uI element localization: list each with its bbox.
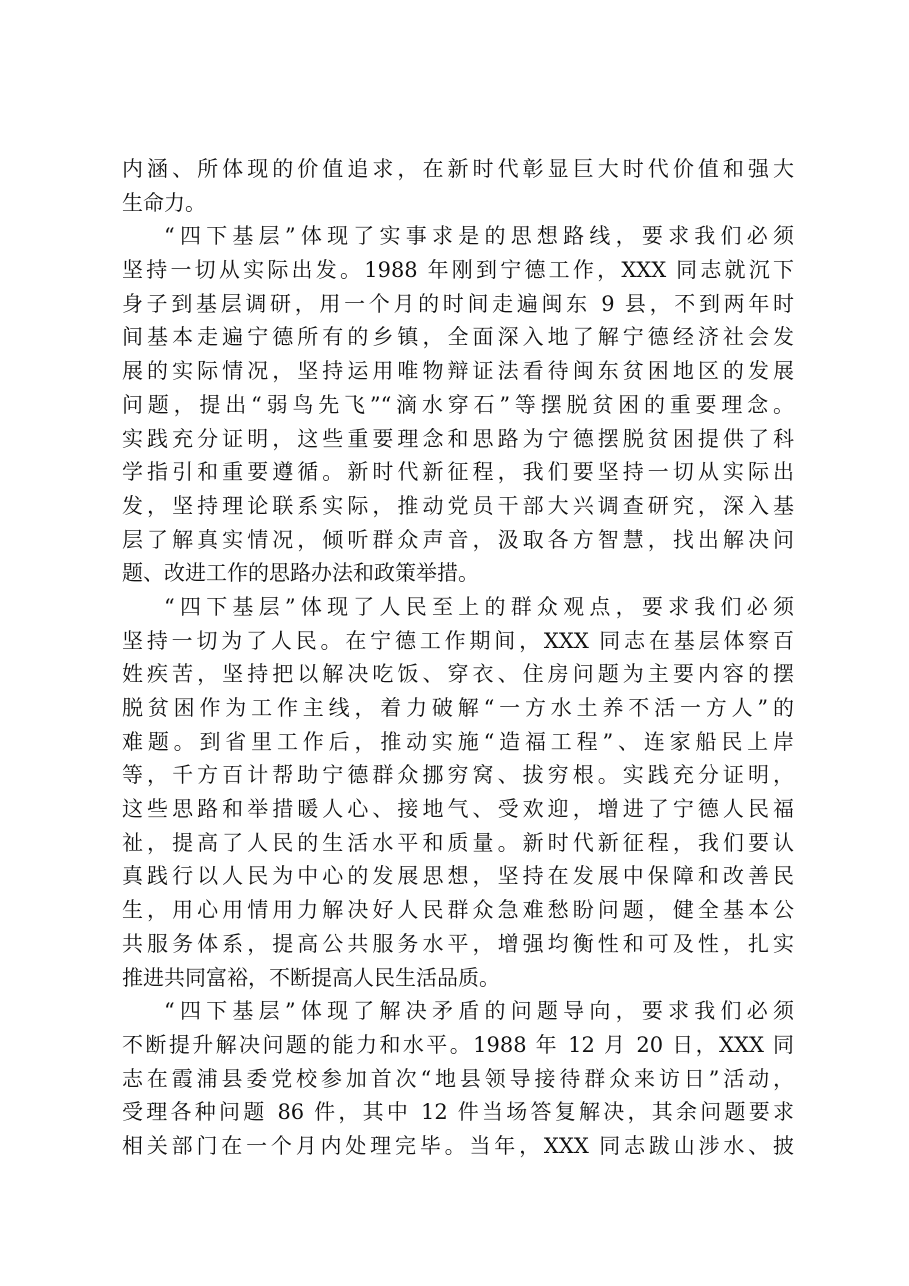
text-line: 间基本走遍宁德所有的乡镇，全面深入地了解宁德经济社会发 xyxy=(122,325,794,350)
text-line: 这些思路和举措暖人心、接地气、受欢迎，增进了宁德人民福 xyxy=(122,797,794,822)
text-line: 内涵、所体现的价值追求，在新时代彰显巨大时代价值和强大 xyxy=(122,157,794,181)
text-line: 志在霞浦县委党校参加首次“地县领导接待群众来访日”活动， xyxy=(122,1066,794,1091)
text-line: 难题。到省里工作后，推动实施“造福工程”、连家船民上岸 xyxy=(122,729,794,754)
text-line: 层了解真实情况，倾听群众声音，汲取各方智慧，找出解决问 xyxy=(122,527,794,552)
body-text xyxy=(122,153,794,1164)
text-line: 问题，提出“弱鸟先飞”“滴水穿石”等摆脱贫困的重要理念。 xyxy=(122,392,794,417)
text-line: 生命力。 xyxy=(122,190,206,215)
text-line: 姓疾苦，坚持把以解决吃饭、穿衣、住房问题为主要内容的摆 xyxy=(122,662,794,687)
text-line: 相关部门在一个月内处理完毕。当年，XXX 同志跋山涉水、披 xyxy=(122,1133,794,1158)
text-line: 发，坚持理论联系实际，推动党员干部大兴调查研究，深入基 xyxy=(122,493,794,518)
text-line: 等，千方百计帮助宁德群众挪穷窝、拔穷根。实践充分证明， xyxy=(122,763,794,788)
text-line: 实践充分证明，这些重要理念和思路为宁德摆脱贫困提供了科 xyxy=(122,426,794,451)
text-line: 受理各种问题 86 件，其中 12 件当场答复解决，其余问题要求 xyxy=(122,1100,794,1125)
text-line: 坚持一切从实际出发。1988 年刚到宁德工作，XXX 同志就沉下 xyxy=(122,258,794,283)
paragraph-first-line: “四下基层”体现了人民至上的群众观点，要求我们必须 xyxy=(164,594,794,619)
text-line: 生，用心用情用力解决好人民群众急难愁盼问题，健全基本公 xyxy=(122,898,794,923)
text-line: 展的实际情况，坚持运用唯物辩证法看待闽东贫困地区的发展 xyxy=(122,359,794,384)
paragraph-first-line: “四下基层”体现了解决矛盾的问题导向，要求我们必须 xyxy=(164,999,794,1024)
text-line: 学指引和重要遵循。新时代新征程，我们要坚持一切从实际出 xyxy=(122,460,794,485)
paragraph-first-line: “四下基层”体现了实事求是的思想路线，要求我们必须 xyxy=(164,224,794,249)
text-line: 共服务体系，提高公共服务水平，增强均衡性和可及性，扎实 xyxy=(122,931,794,956)
text-line: 推进共同富裕，不断提高人民生活品质。 xyxy=(122,965,500,990)
text-line: 祉，提高了人民的生活水平和质量。新时代新征程，我们要认 xyxy=(122,830,794,855)
text-line: 题、改进工作的思路办法和政策举措。 xyxy=(122,561,479,586)
text-line: 真践行以人民为中心的发展思想，坚持在发展中保障和改善民 xyxy=(122,864,794,889)
text-line: 不断提升解决问题的能力和水平。1988 年 12 月 20 日，XXX 同 xyxy=(122,1032,794,1057)
text-line: 坚持一切为了人民。在宁德工作期间，XXX 同志在基层体察百 xyxy=(122,628,794,653)
text-line: 身子到基层调研，用一个月的时间走遍闽东 9 县，不到两年时 xyxy=(122,291,794,316)
text-line: 脱贫困作为工作主线，着力破解“一方水土养不活一方人”的 xyxy=(122,696,794,720)
